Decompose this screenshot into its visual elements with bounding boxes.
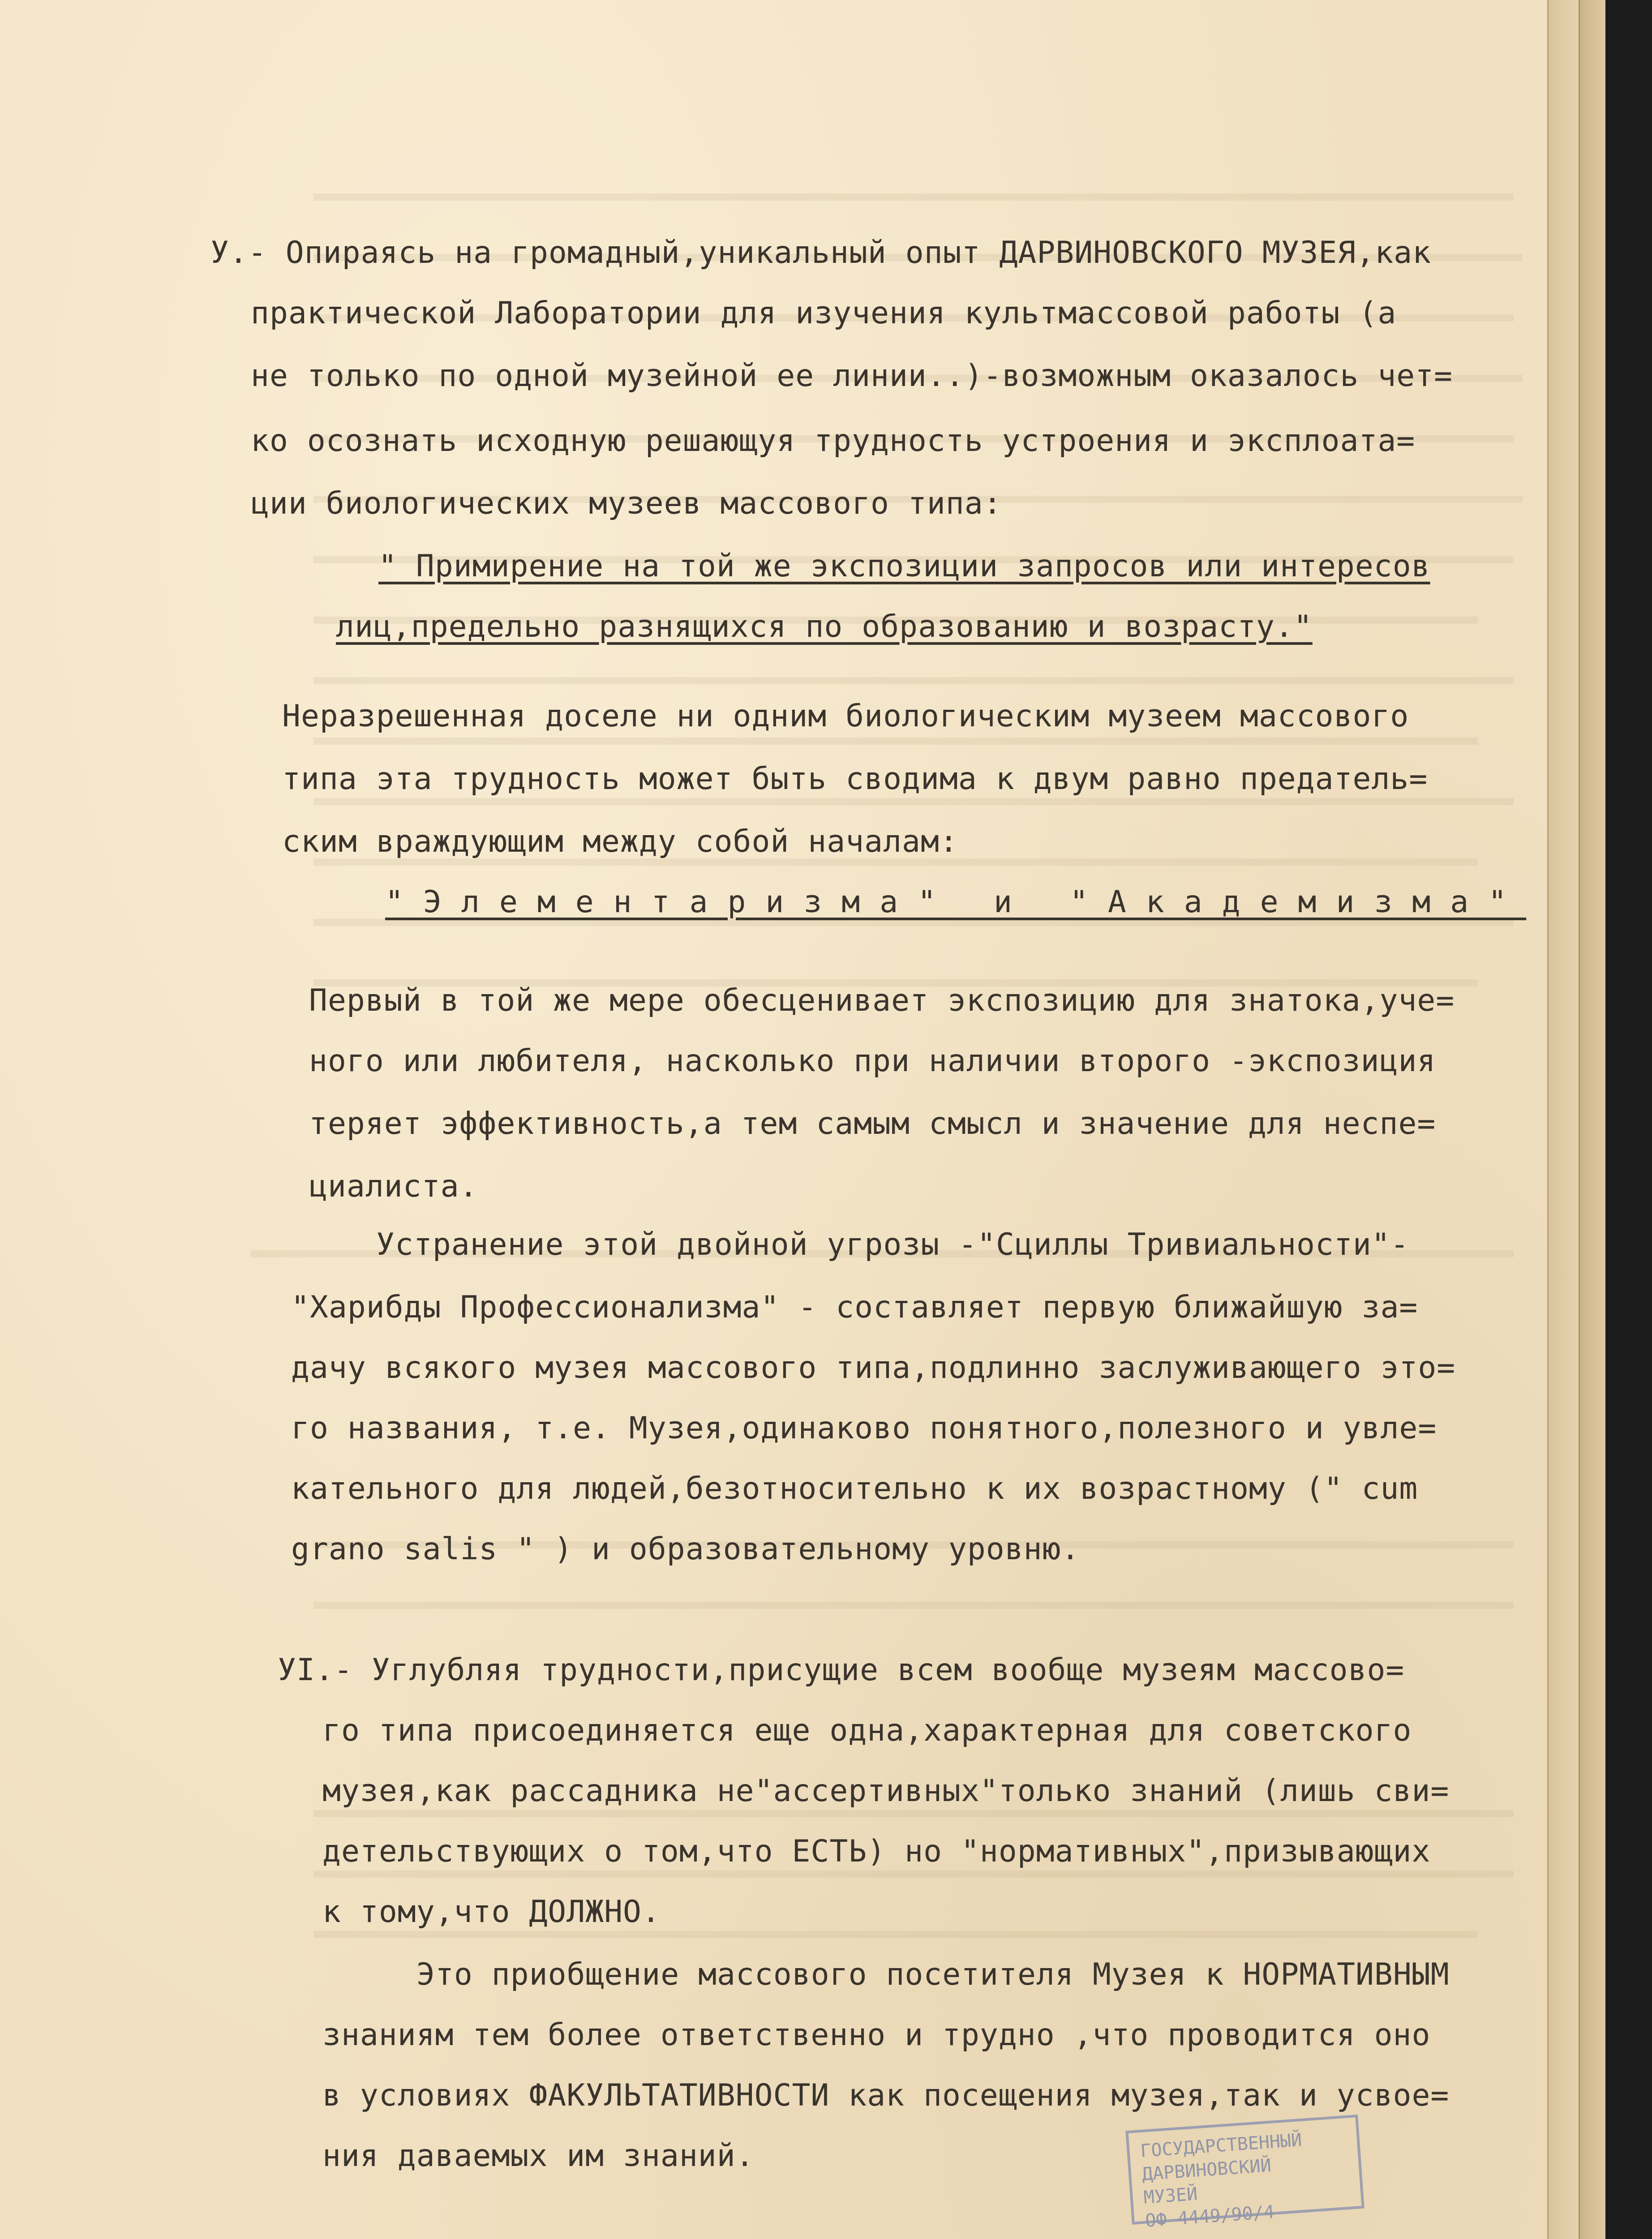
quoted-principle: лиц,предельно разнящихся по образованию и возрасту." [336,609,1313,644]
text-line: музея,как рассадника не"ассертивных"только знаний (лишь сви= [322,1773,1450,1809]
text-line: кательного для людей,безотносительно к их возрастному (" cum [291,1471,1418,1506]
text-line: теряет эффективность,а тем самым смысл и значение для неспе= [309,1106,1436,1141]
section-vi-line: УI.- Углубляя трудности,присущие всем вообще музеям массово= [278,1652,1405,1688]
scan-background [1605,0,1652,2239]
text-line: знаниям тем более ответственно и трудно ,что проводится оно [322,2017,1431,2053]
text-line: Первый в той же мере обесценивает экспозицию для знатока,уче= [309,983,1455,1018]
stamp-line: ОФ 4449/90/4 [1144,2201,1275,2231]
text-line: Неразрешенная доселе ни одним биологическим музеем массового [282,699,1409,734]
text-line: детельствующих о том,что ЕСТЬ) но "нормативных",призывающих [322,1834,1431,1869]
text-line: дачу всякого музея массового типа,подлинно заслуживающего это= [291,1350,1456,1385]
text-line: циалиста. [309,1169,478,1204]
page-edge [1547,0,1580,2239]
text-line: grano salis " ) и образовательному уровню. [291,1531,1080,1567]
page-edge [1579,0,1607,2239]
text-line: го типа присоединяется еще одна,характерная для советского [322,1713,1412,1748]
text-line: не только по одной музейной ее линии..)-возможным оказалось чет= [251,358,1453,394]
text-line: го названия, т.е. Музея,одинаково понятного,полезного и увле= [291,1411,1437,1446]
text-line: Это приобщение массового посетителя Музея к НОРМАТИВНЫМ [416,1957,1450,1992]
text-line: практической Лаборатории для изучения культмассовой работы (а [251,296,1397,331]
text-line: У.- Опираясь на громадный,уникальный опыт ДАРВИНОВСКОГО МУЗЕЯ,как [210,235,1432,270]
stamp-line: ДАРВИНОВСКИЙ [1141,2155,1272,2185]
text-line: ским враждующим между собой началам: [282,824,958,859]
text-line: ного или любителя, насколько при наличии второго -экспозиция [309,1043,1436,1079]
text-line: Устранение этой двойной угрозы -"Сциллы Тривиальности"- [376,1227,1409,1262]
stamp-line: МУЗЕЙ [1143,2183,1198,2208]
text-line: типа эта трудность может быть сводима к двум равно предатель= [282,761,1428,797]
text-line: "Харибды Профессионализма" - составляет первую ближайшую за= [291,1290,1418,1325]
text-line: в условиях ФАКУЛЬТАТИВНОСТИ как посещения музея,так и усвое= [322,2078,1450,2113]
text-line: ко осознать исходную решающуя трудность устроения и эксплоата= [251,423,1416,459]
archive-stamp [1125,2115,1364,2231]
text-line: ции биологических музеев массового типа: [251,486,1002,521]
principles-heading: "Элементаризма" и "Академизма" [385,884,1527,920]
text-line: к тому,что ДОЛЖНО. [322,1894,661,1930]
text-line: ния даваемых им знаний. [322,2138,755,2174]
stamp-line: ГОСУДАРСТВЕННЫЙ [1139,2130,1303,2162]
quoted-principle: " Примирение на той же экспозиции запросов или интересов [378,549,1430,584]
